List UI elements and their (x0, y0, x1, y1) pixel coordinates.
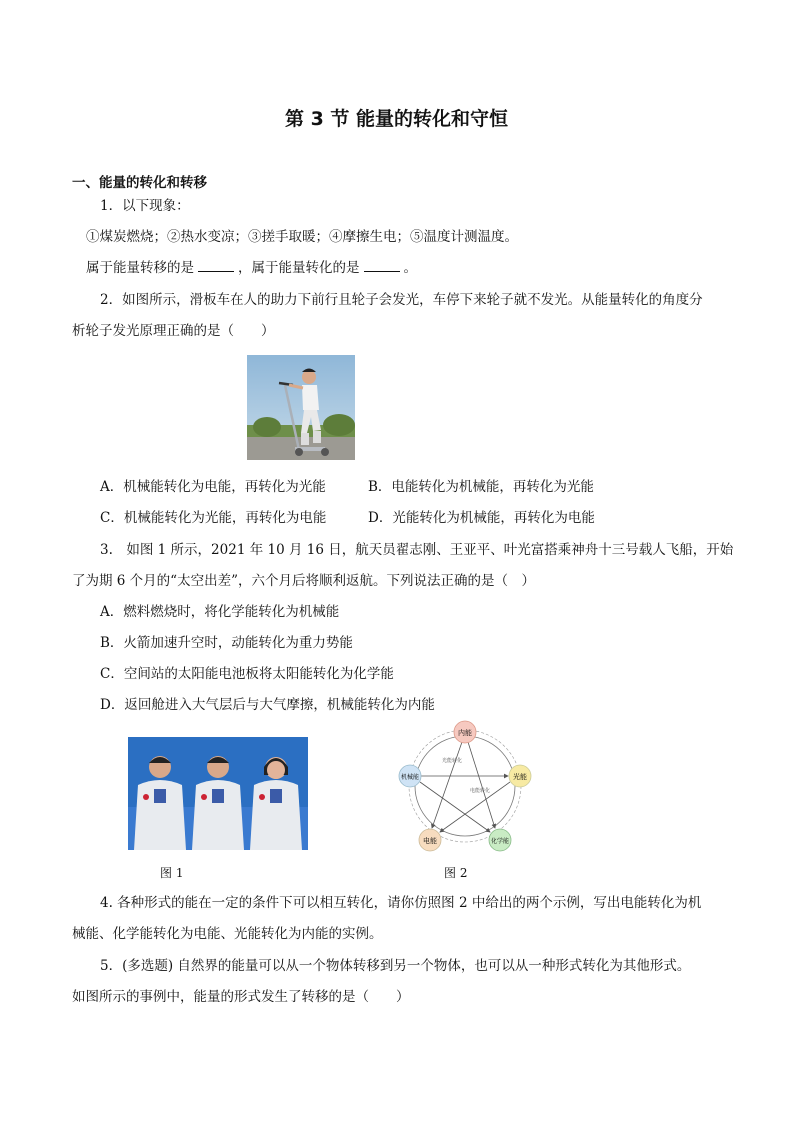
astronauts-photo (128, 737, 308, 850)
diagram-label-2: 电能转化 (470, 788, 491, 794)
node-chemical-energy: 化学能 (490, 838, 510, 845)
q1-prompt-b: ，属于能量转化的是 (238, 260, 360, 276)
q3-line2: 了为期 6 个月的“太空出差”，六个月后将顺利返航。下列说法正确的是（ ） (72, 573, 535, 589)
q4-line1: 4. 各种形式的能在一定的条件下可以相互转化，请你仿照图 2 中给出的两个示例，写出电能转化为机 (100, 895, 702, 911)
fig2-caption: 图 2 (444, 866, 468, 880)
q3-option-b[interactable]: B．火箭加速升空时，动能转化为重力势能 (100, 635, 353, 651)
q2-option-c[interactable]: C．机械能转化为光能，再转化为电能 (100, 510, 327, 526)
node-light-energy: 光能 (513, 773, 527, 781)
node-internal-energy: 内能 (458, 729, 472, 737)
q3-option-c[interactable]: C．空间站的太阳能电池板将太阳能转化为化学能 (100, 666, 394, 682)
q1-prompt-end: 。 (403, 260, 417, 276)
q2-line2: 析轮子发光原理正确的是（ ） (72, 323, 275, 339)
q5-line2: 如图所示的事例中，能量的形式发生了转移的是（ ） (72, 989, 410, 1005)
q1-prompt (86, 259, 417, 277)
q1-blank-transfer[interactable] (198, 259, 234, 272)
q2-option-d[interactable]: D．光能转化为机械能，再转化为电能 (368, 510, 595, 526)
q1-prompt-a: 属于能量转移的是 (86, 260, 194, 276)
fig1-caption: 图 1 (160, 866, 184, 880)
q2-line1: 2．如图所示，滑板车在人的助力下前行且轮子会发光，车停下来轮子就不发光。从能量转化的角度分 (100, 292, 703, 308)
scooter-photo (247, 355, 355, 460)
q2-option-a[interactable]: A．机械能转化为电能，再转化为光能 (100, 479, 326, 495)
q5-line1: 5．(多选题) 自然界的能量可以从一个物体转移到另一个物体，也可以从一种形式转化为其他形式。 (100, 958, 691, 974)
energy-diagram (390, 720, 540, 860)
q3-option-a[interactable]: A．燃料燃烧时，将化学能转化为机械能 (100, 604, 340, 620)
q1-phenomena: ①煤炭燃烧；②热水变凉；③搓手取暖；④摩擦生电；⑤温度计测温度。 (86, 229, 518, 245)
q3-line1: 3. 如图 1 所示，2021 年 10 月 16 日，航天员翟志刚、王亚平、叶光富搭乘神舟十三号载人飞船，开始 (100, 542, 734, 558)
node-electric-energy: 电能 (423, 837, 437, 845)
page-title: 第 3 节 能量的转化和守恒 (284, 108, 509, 130)
section-heading: 一、能量的转化和转移 (72, 175, 207, 191)
q4-line2: 械能、化学能转化为电能、光能转化为内能的实例。 (72, 926, 383, 942)
q3-option-d[interactable]: D．返回舱进入大气层后与大气摩擦，机械能转化为内能 (100, 697, 435, 713)
q1-blank-conversion[interactable] (364, 259, 400, 272)
q1-stem: 1．以下现象： (100, 198, 190, 214)
diagram-label-1: 光能转化 (442, 758, 463, 764)
node-mechanical-energy: 机械能 (400, 774, 420, 781)
q2-option-b[interactable]: B．电能转化为机械能，再转化为光能 (368, 479, 594, 495)
